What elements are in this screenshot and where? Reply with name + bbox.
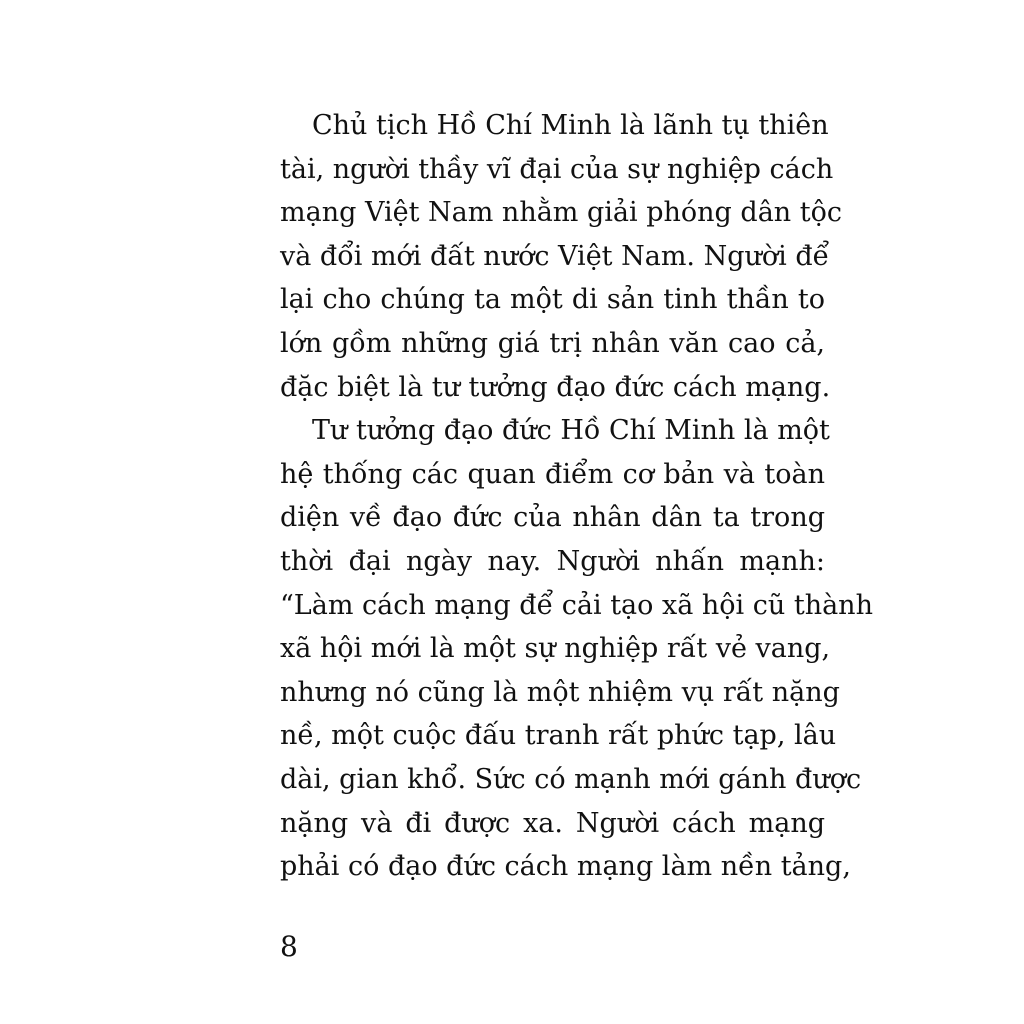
- text-line: thời đại ngày nay. Người nhấn mạnh:: [280, 545, 825, 577]
- text-line: nhưng nó cũng là một nhiệm vụ rất nặng: [280, 676, 840, 708]
- text-line: phải có đạo đức cách mạng làm nền tảng,: [280, 851, 851, 883]
- text-line: tài, người thầy vĩ đại của sự nghiệp cách: [280, 153, 834, 185]
- text-line: hệ thống các quan điểm cơ bản và toàn: [280, 458, 825, 490]
- text-line: Tư tưởng đạo đức Hồ Chí Minh là một: [312, 415, 830, 447]
- text-line: xã hội mới là một sự nghiệp rất vẻ vang,: [280, 633, 831, 665]
- text-line: dài, gian khổ. Sức có mạnh mới gánh được: [280, 763, 862, 795]
- body-text: [280, 104, 873, 889]
- text-line: mạng Việt Nam nhằm giải phóng dân tộc: [280, 197, 842, 229]
- text-line: đặc biệt là tư tưởng đạo đức cách mạng.: [280, 371, 831, 403]
- text-line: Chủ tịch Hồ Chí Minh là lãnh tụ thiên: [312, 110, 829, 141]
- text-line: nặng và đi được xa. Người cách mạng: [280, 807, 825, 839]
- text-line: nề, một cuộc đấu tranh rất phức tạp, lâu: [280, 720, 837, 752]
- text-line: và đổi mới đất nước Việt Nam. Người để: [280, 240, 830, 272]
- text-line: lại cho chúng ta một di sản tinh thần to: [280, 284, 825, 316]
- text-line: lớn gồm những giá trị nhân văn cao cả,: [280, 327, 825, 359]
- page-number: 8: [280, 930, 298, 963]
- text-line: diện về đạo đức của nhân dân ta trong: [280, 502, 825, 534]
- text-line: “Làm cách mạng để cải tạo xã hội cũ thành: [280, 589, 873, 621]
